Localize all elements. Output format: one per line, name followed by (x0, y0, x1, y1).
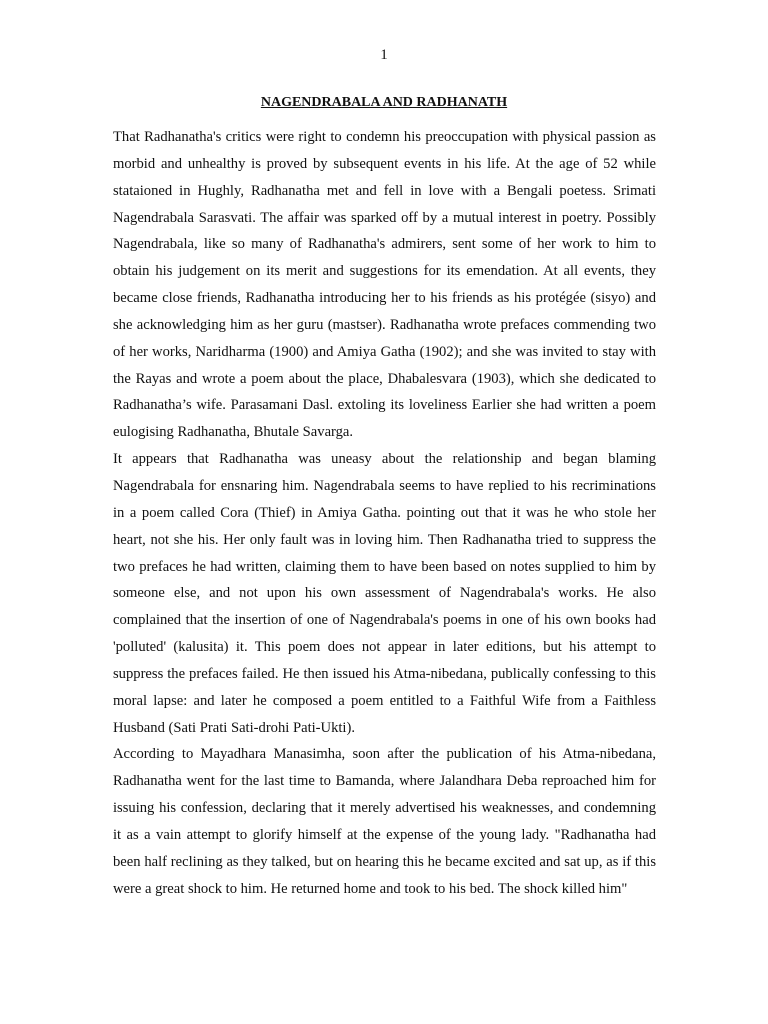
body-text (113, 124, 656, 902)
page-title: NAGENDRABALA AND RADHANATH (260, 95, 508, 110)
paragraph-3: According to Mayadhara Manasimha, soon after the publication of his Atma-nibedana, Radhanatha went for the last time to Bamanda, where Jalandhara Deba reproached him for issuing his confession, declaring that it merely advertised his weaknesses, and condemning it as a vain attempt to glorify himself at the expense of the young lady. "Radhanatha had been half reclining as they talked, but on hearing this he became excited and sat up, as if this were a great shock to him. He returned home and took to his bed. The shock killed him" (113, 746, 656, 897)
page-number: 1 (380, 47, 388, 63)
paragraph-1: That Radhanatha's critics were right to condemn his preoccupation with physical passion as morbid and unhealthy is proved by subsequent events in his life. At the age of 52 while stataioned in Hughly, Radhanatha met and fell in love with a Bengali poetess. Srimati Nagendrabala Sarasvati. The affair was sparked off by a mutual interest in poetry. Possibly Nagendrabala, like so many of Radhanatha's admirers, sent some of her work to him to obtain his judgement on its merit and suggestions for its emendation. At all events, they became close friends, Radhanatha introducing her to his friends as his protégée (sisyo) and she acknowledging him as her guru (mastser). Radhanatha wrote prefaces commending two of her works, Naridharma (1900) and Amiya Gatha (1902); and she was invited to stay with the Rayas and wrote a poem about the place, Dhabalesvara (1903), which she dedicated to Radhanatha’s wife. Parasamani Dasl. extoling its loveliness Earlier she had written a poem eulogising Radhanatha, Bhutale Savarga. (113, 129, 656, 441)
paragraph-2: It appears that Radhanatha was uneasy about the relationship and began blaming Nagendrabala for ensnaring him. Nagendrabala seems to have replied to his recriminations in a poem called Cora (Thief) in Amiya Gatha. pointing out that it was he who stole her heart, not she his. Her only fault was in loving him. Then Radhanatha tried to suppress the two prefaces he had written, claiming them to have been based on notes supplied to him by someone else, and not upon his own assessment of Nagendrabala's works. He also complained that the insertion of one of Nagendrabala's poems in one of his own books had 'polluted' (kalusita) it. This poem does not appear in later editions, but his attempt to suppress the prefaces failed. He then issued his Atma-nibedana, publically confessing to this moral lapse: and later he composed a poem entitled to a Faithful Wife from a Faithless Husband (Sati Prati Sati-drohi Pati-Ukti). (113, 451, 656, 736)
